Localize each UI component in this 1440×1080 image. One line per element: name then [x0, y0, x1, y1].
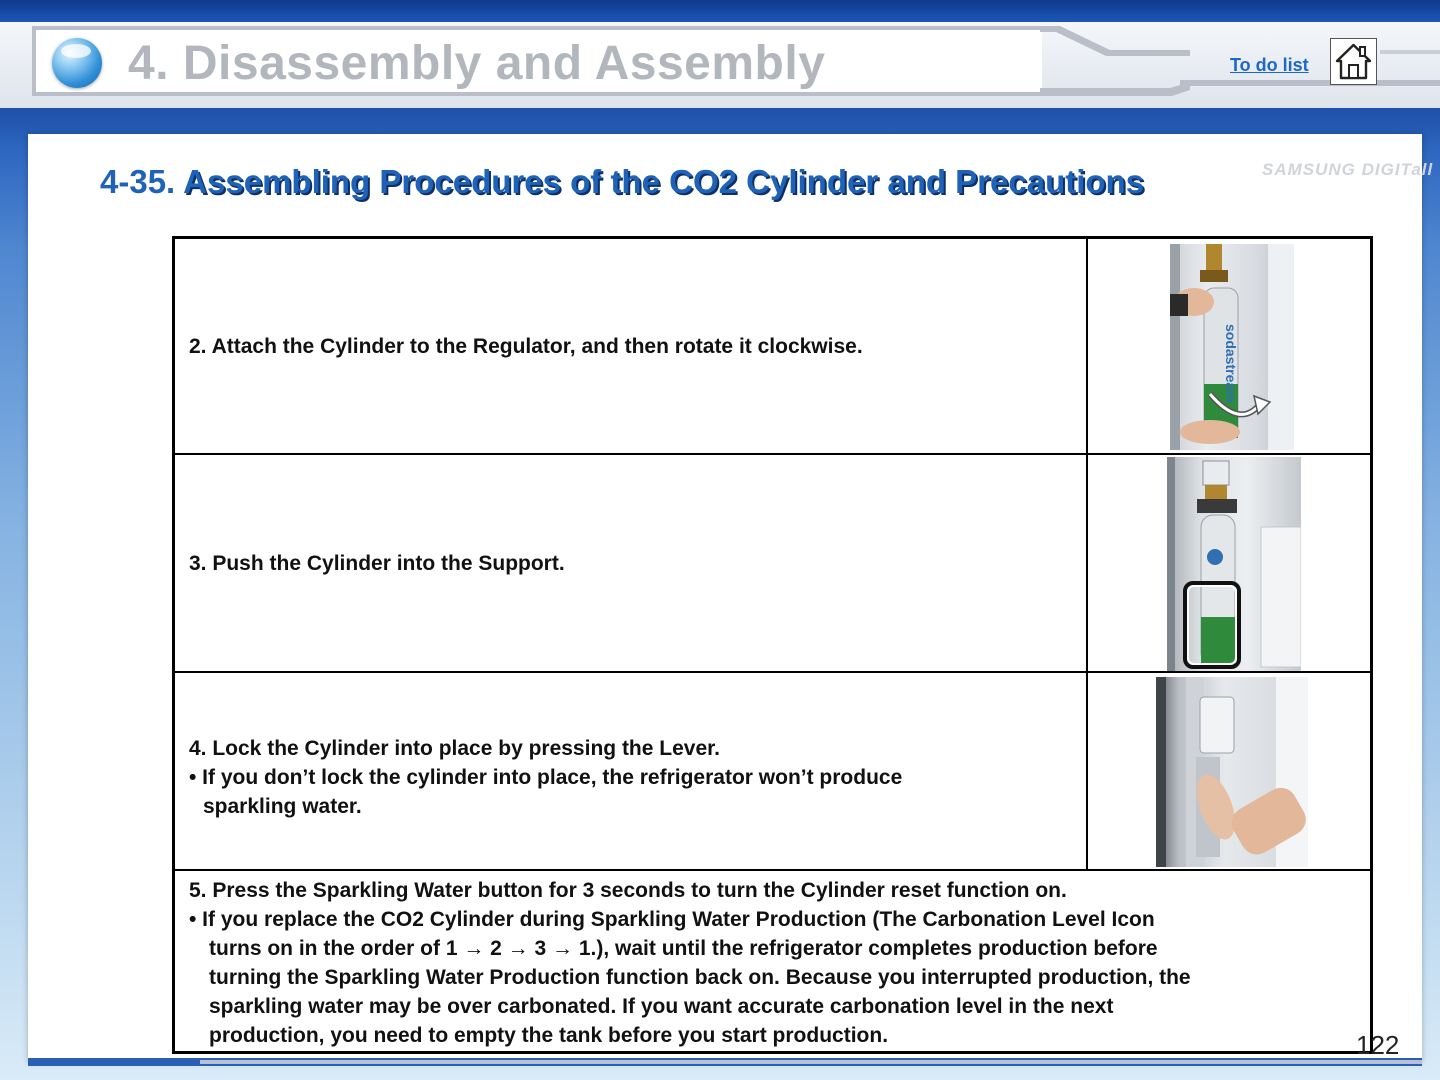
page-title: 4. Disassembly and Assembly — [128, 37, 826, 90]
top-strip — [0, 0, 1440, 22]
step-image-cell — [1088, 239, 1370, 453]
step-text-cell — [175, 455, 1088, 671]
step-3-text: 3. Push the Cylinder into the Support. — [189, 551, 565, 575]
globe-orb-icon — [52, 38, 102, 88]
table-row — [175, 453, 1370, 671]
step-5-block — [175, 871, 1370, 1050]
section-heading: Assembling Procedures of the CO2 Cylinder and Precautions — [183, 163, 1145, 200]
photo-attach-cylinder — [1170, 244, 1294, 450]
step-5-text: 5. Press the Sparkling Water button for 3 seconds to turn the Cylinder reset function on. — [189, 879, 1067, 902]
header-line — [1180, 80, 1440, 86]
photo-push-cylinder — [1167, 457, 1301, 671]
todo-list-link[interactable]: To do list — [1230, 55, 1309, 75]
home-icon — [1331, 39, 1376, 84]
footer-bar-secondary — [200, 1060, 1422, 1064]
table-row — [175, 869, 1370, 1051]
page-number: 122 — [1356, 1030, 1400, 1060]
svg-text:sodastream: sodastream — [1223, 324, 1239, 403]
step-5-note: • If you replace the CO2 Cylinder during Sparkling Water Production (The Carbonation Level Icon — [189, 908, 1155, 931]
step-image-cell — [1088, 673, 1370, 869]
procedure-table — [172, 236, 1373, 1054]
step-5-note-line: sparkling water may be over carbonated. If you want accurate carbonation level in the next — [209, 995, 1114, 1018]
step-4-note: • If you don’t lock the cylinder into place, the refrigerator won’t produce — [189, 765, 903, 789]
samsung-watermark: SAMSUNG DIGITall — [1262, 160, 1434, 179]
step-4-block — [175, 722, 902, 821]
home-button[interactable] — [1330, 38, 1377, 85]
step-text-cell — [175, 673, 1088, 869]
photo-lock-lever — [1156, 677, 1308, 867]
step-5-note-line: turns on in the order of 1 → 2 → 3 → 1.), wait until the refrigerator completes production before — [209, 937, 1158, 960]
step-image-cell — [1088, 455, 1370, 671]
step-5-note-line: turning the Sparkling Water Production function back on. Because you interrupted production, the — [209, 966, 1191, 989]
section-number: 4-35. — [100, 163, 176, 200]
table-row — [175, 239, 1370, 453]
step-2-text: 2. Attach the Cylinder to the Regulator, and then rotate it clockwise. — [189, 334, 863, 358]
step-5-note-line: production, you need to empty the tank before you start production. — [209, 1024, 889, 1047]
step-4-note-continued: sparkling water. — [203, 794, 362, 818]
header-line-secondary — [1380, 50, 1440, 54]
table-row — [175, 671, 1370, 869]
step-4-text: 4. Lock the Cylinder into place by pressing the Lever. — [189, 736, 720, 760]
section-title — [100, 163, 1144, 201]
step-text-cell — [175, 239, 1088, 453]
header-slant-decoration — [1040, 26, 1190, 96]
